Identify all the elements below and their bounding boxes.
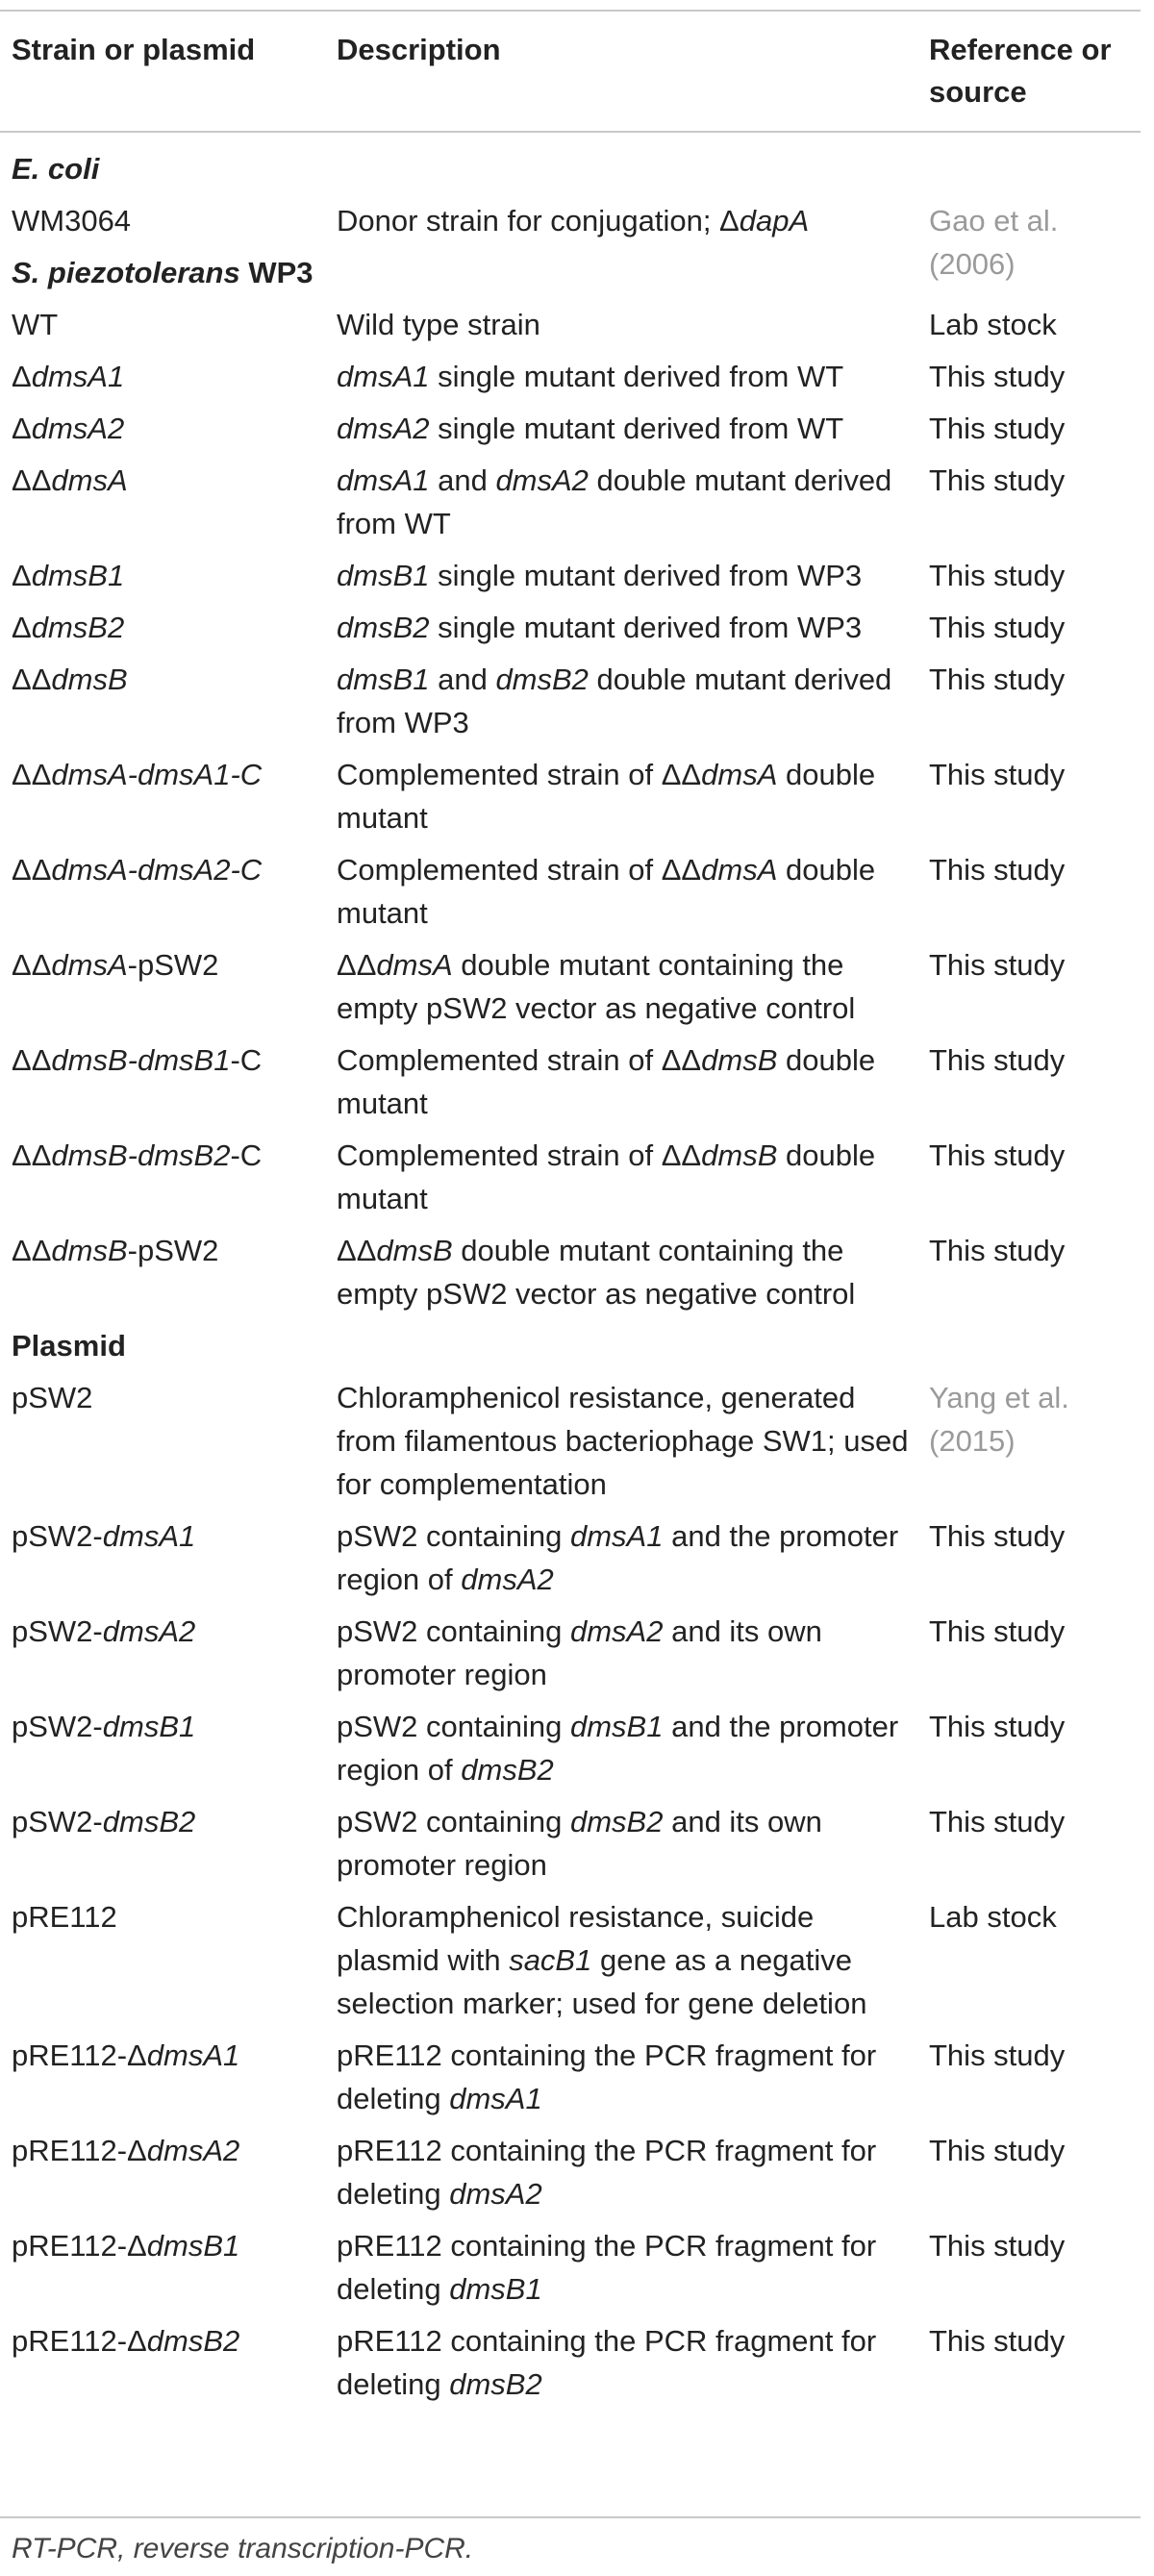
italic-text-run: dmsB (376, 1234, 453, 1267)
text-run: pRE112 containing the PCR fragment for deleting (337, 2134, 877, 2211)
description-cell (337, 1376, 914, 1506)
strain-or-plasmid-cell (12, 2319, 329, 2363)
reference-link[interactable]: Gao et al. (2006) (929, 204, 1059, 281)
table-row (0, 606, 1141, 658)
strain-or-plasmid-cell (12, 848, 329, 891)
table-row (0, 459, 1141, 554)
text-run: and the promoter region of (337, 1519, 899, 1596)
italic-text-run: dmsB2 (495, 663, 589, 696)
italic-text-run: dmsB (701, 1138, 778, 1172)
italic-text-run: dmsA2 (495, 463, 589, 497)
description-cell (337, 1514, 914, 1601)
strain-or-plasmid-cell (12, 199, 329, 242)
italic-text-run: dmsB2 (31, 611, 125, 644)
text-run: pRE112-Δ (12, 2324, 147, 2358)
text-run: Chloramphenicol resistance, generated from filamentous bacteriophage SW1; used for complementation (337, 1381, 909, 1501)
table-bottom-rule (0, 2516, 1141, 2518)
reference-cell: This study (929, 2134, 1066, 2167)
section-heading (0, 147, 1141, 199)
italic-text-run: dmsB-dmsB1 (51, 1043, 231, 1077)
strain-or-plasmid-cell (12, 2129, 329, 2172)
reference-cell: This study (929, 853, 1066, 887)
text-run: and its own promoter region (337, 1614, 822, 1691)
italic-text-run: dmsA2 (461, 1563, 554, 1596)
text-run: double mutant (337, 853, 876, 930)
text-run: ΔΔ (12, 853, 52, 887)
description-cell (337, 848, 914, 935)
strain-or-plasmid-cell (12, 943, 329, 987)
description-cell (337, 1229, 914, 1315)
text-run: and (429, 463, 496, 497)
strain-or-plasmid-cell (12, 2224, 329, 2267)
text-run: Chloramphenicol resistance, suicide plasmid with (337, 1900, 815, 1977)
table-row (0, 1705, 1141, 1800)
strain-or-plasmid-cell (12, 554, 329, 597)
reference-cell: This study (929, 2038, 1066, 2072)
text-run: ΔΔ (337, 948, 377, 982)
reference-cell: This study (929, 360, 1066, 393)
text-run: single mutant derived from WT (429, 412, 844, 445)
text-run: gene as a negative selection marker; used for gene deletion (337, 1943, 867, 2020)
italic-text-run: dmsB2 (146, 2324, 240, 2358)
text-run: pSW2- (12, 1519, 103, 1553)
italic-text-run: dmsB1 (31, 559, 125, 592)
text-run: double mutant (337, 1043, 876, 1120)
description-cell (337, 355, 914, 398)
table-row (0, 2224, 1141, 2319)
table-row (0, 2319, 1141, 2414)
table-row (0, 303, 1141, 355)
italic-text-run: dmsA1 (337, 360, 430, 393)
text-run: pSW2 (12, 1381, 93, 1414)
reference-cell: This study (929, 463, 1066, 497)
italic-text-run: dmsA1 (146, 2038, 240, 2072)
reference-cell: This study (929, 1234, 1066, 1267)
text-run: WP3 (239, 256, 314, 289)
text-run: double mutant containing the empty pSW2 vector as negative control (337, 1234, 856, 1311)
italic-text-run: dmsB1 (102, 1710, 196, 1743)
text-run: ΔΔ (12, 758, 52, 791)
text-run: pSW2- (12, 1710, 103, 1743)
italic-text-run: dmsA-dmsA1-C (51, 758, 263, 791)
description-cell (337, 2129, 914, 2215)
italic-text-run: dmsB2 (449, 2367, 542, 2401)
text-run: Δ (12, 559, 32, 592)
text-run: Plasmid (12, 1329, 126, 1363)
description-cell (337, 943, 914, 1030)
italic-text-run: dmsA2 (146, 2134, 240, 2167)
text-run: -pSW2 (127, 1234, 219, 1267)
text-run: pSW2 containing (337, 1710, 570, 1743)
italic-text-run: dmsB1 (337, 559, 430, 592)
italic-text-run: dmsA2 (102, 1614, 196, 1648)
table-row (0, 1134, 1141, 1229)
italic-text-run: S. piezotolerans (12, 256, 240, 289)
strain-or-plasmid-cell (12, 1895, 329, 1938)
reference-cell: This study (929, 663, 1066, 696)
table-row (0, 554, 1141, 606)
text-run: -C (230, 1043, 263, 1077)
table-row (0, 355, 1141, 407)
table-row (0, 658, 1141, 753)
description-cell (337, 2034, 914, 2120)
text-run: pRE112-Δ (12, 2038, 147, 2072)
text-run: double mutant containing the empty pSW2 vector as negative control (337, 948, 856, 1025)
section-heading (0, 1324, 1141, 1376)
italic-text-run: dmsB2 (337, 611, 430, 644)
text-run: pRE112-Δ (12, 2134, 147, 2167)
table-footnote: RT-PCR, reverse transcription-PCR. (12, 2533, 474, 2564)
text-run: pRE112 (12, 1900, 117, 1934)
description-cell (337, 606, 914, 649)
text-run: pRE112 containing the PCR fragment for deleting (337, 2229, 877, 2306)
table-row (0, 1229, 1141, 1324)
reference-cell: This study (929, 1614, 1066, 1648)
text-run: pRE112 containing the PCR fragment for deleting (337, 2324, 877, 2401)
table-row (0, 2129, 1141, 2224)
reference-cell: This study (929, 2324, 1066, 2358)
reference-cell: This study (929, 1519, 1066, 1553)
table-body (0, 147, 1141, 2414)
text-run: ΔΔ (12, 948, 52, 982)
table-row (0, 1800, 1141, 1895)
italic-text-run: dmsA1 (31, 360, 125, 393)
text-run: -pSW2 (127, 948, 219, 982)
reference-cell: This study (929, 1710, 1066, 1743)
text-run: single mutant derived from WP3 (429, 611, 863, 644)
description-cell (337, 407, 914, 450)
text-run: pRE112 containing the PCR fragment for deleting (337, 2038, 877, 2115)
table-top-rule (0, 10, 1141, 12)
description-cell (337, 658, 914, 744)
strain-or-plasmid-cell (12, 1800, 329, 1843)
reference-cell: This study (929, 1805, 1066, 1838)
header-description: Description (337, 33, 501, 66)
italic-text-run: dmsB1 (569, 1710, 664, 1743)
text-run: pSW2 containing (337, 1614, 570, 1648)
table-row (0, 1895, 1141, 2034)
text-run: Δ (12, 412, 32, 445)
table-row (0, 1038, 1141, 1134)
italic-text-run: sacB1 (509, 1943, 592, 1977)
text-run: single mutant derived from WP3 (429, 559, 863, 592)
italic-text-run: dmsA2 (337, 412, 430, 445)
italic-text-run: dmsB (701, 1043, 778, 1077)
reference-cell: This study (929, 1043, 1066, 1077)
table-row (0, 407, 1141, 459)
text-run: pSW2 containing (337, 1519, 570, 1553)
text-run: pSW2- (12, 1805, 103, 1838)
reference-cell: Lab stock (929, 308, 1057, 341)
text-run: pSW2- (12, 1614, 103, 1648)
description-cell (337, 2224, 914, 2311)
table-header-rule (0, 131, 1141, 133)
strain-or-plasmid-cell (12, 407, 329, 450)
text-run: Donor strain for conjugation; Δ (337, 204, 740, 238)
italic-text-run: dmsB2 (461, 1753, 554, 1787)
text-run: ΔΔ (12, 1043, 52, 1077)
description-cell (337, 554, 914, 597)
table-row (0, 943, 1141, 1038)
italic-text-run: dmsA (51, 948, 128, 982)
text-run: and the promoter region of (337, 1710, 899, 1787)
description-cell (337, 303, 914, 346)
italic-text-run: dmsB-dmsB2 (51, 1138, 231, 1172)
text-run: ΔΔ (12, 663, 52, 696)
text-run: Δ (12, 360, 32, 393)
text-run: WM3064 (12, 204, 132, 238)
italic-text-run: dmsA2 (449, 2177, 542, 2211)
description-cell (337, 753, 914, 839)
strain-or-plasmid-cell (12, 1705, 329, 1748)
italic-text-run: dmsA (376, 948, 453, 982)
italic-text-run: dmsA1 (449, 2082, 542, 2115)
italic-text-run: dmsB (51, 663, 128, 696)
reference-cell: Lab stock (929, 1900, 1057, 1934)
text-run: Complemented strain of ΔΔ (337, 1043, 702, 1077)
reference-cell: This study (929, 412, 1066, 445)
italic-text-run: dapA (739, 204, 810, 238)
strain-or-plasmid-cell (12, 1514, 329, 1558)
italic-text-run: dmsA2 (31, 412, 125, 445)
reference-cell: This study (929, 2229, 1066, 2263)
text-run: Complemented strain of ΔΔ (337, 1138, 702, 1172)
text-run: pRE112-Δ (12, 2229, 147, 2263)
text-run: Complemented strain of ΔΔ (337, 853, 702, 887)
italic-text-run: dmsA (51, 463, 128, 497)
text-run: Wild type strain (337, 308, 540, 341)
reference-cell: This study (929, 948, 1066, 982)
italic-text-run: dmsB1 (337, 663, 430, 696)
header-strain-or-plasmid: Strain or plasmid (12, 33, 256, 66)
strain-or-plasmid-cell (12, 1134, 329, 1177)
text-run: -C (230, 1138, 263, 1172)
italic-text-run: dmsA1 (337, 463, 430, 497)
table-row (0, 1514, 1141, 1610)
table-row (0, 753, 1141, 848)
text-run: pSW2 containing (337, 1805, 570, 1838)
text-run: Complemented strain of ΔΔ (337, 758, 702, 791)
text-run: double mutant derived from WP3 (337, 663, 892, 739)
reference-cell: This study (929, 758, 1066, 791)
reference-link[interactable]: Yang et al. (2015) (929, 1381, 1069, 1458)
text-run: Δ (12, 611, 32, 644)
text-run: ΔΔ (12, 1234, 52, 1267)
text-run: WT (12, 308, 59, 341)
italic-text-run: dmsA (701, 758, 778, 791)
strain-or-plasmid-cell (12, 459, 329, 502)
description-cell (337, 1038, 914, 1125)
strain-or-plasmid-cell (12, 1610, 329, 1653)
strain-or-plasmid-cell (12, 753, 329, 796)
italic-text-run: dmsB1 (449, 2272, 542, 2306)
text-run: and (429, 663, 496, 696)
italic-text-run: dmsA-dmsA2-C (51, 853, 263, 887)
italic-text-run: dmsB1 (146, 2229, 240, 2263)
italic-text-run: dmsB2 (569, 1805, 664, 1838)
text-run: double mutant (337, 758, 876, 835)
strain-or-plasmid-cell (12, 355, 329, 398)
reference-cell: This study (929, 1138, 1066, 1172)
italic-text-run: E. coli (12, 152, 100, 186)
text-run: ΔΔ (12, 463, 52, 497)
strain-or-plasmid-cell (12, 1038, 329, 1082)
text-run: double mutant (337, 1138, 876, 1215)
table-row (0, 2034, 1141, 2129)
description-cell (337, 1134, 914, 1220)
strain-or-plasmid-cell (12, 303, 329, 346)
table-row (0, 1610, 1141, 1705)
strain-or-plasmid-cell (12, 606, 329, 649)
italic-text-run: dmsA2 (569, 1614, 664, 1648)
text-run: single mutant derived from WT (429, 360, 844, 393)
italic-text-run: dmsA (701, 853, 778, 887)
strain-or-plasmid-cell (12, 1376, 329, 1419)
description-cell (337, 2319, 914, 2406)
reference-cell: This study (929, 559, 1066, 592)
header-reference-or-source: Reference or source (929, 33, 1112, 109)
table-row (0, 1376, 1141, 1514)
table-row (0, 848, 1141, 943)
italic-text-run: dmsA1 (569, 1519, 664, 1553)
text-run: double mutant derived from WT (337, 463, 892, 540)
description-cell (337, 199, 914, 242)
description-cell (337, 459, 914, 545)
description-cell (337, 1610, 914, 1696)
description-cell (337, 1800, 914, 1887)
text-run: ΔΔ (337, 1234, 377, 1267)
italic-text-run: dmsB (51, 1234, 128, 1267)
text-run: and its own promoter region (337, 1805, 822, 1882)
strain-or-plasmid-cell (12, 2034, 329, 2077)
reference-cell: This study (929, 611, 1066, 644)
strain-or-plasmid-cell (12, 1229, 329, 1272)
italic-text-run: dmsA1 (102, 1519, 196, 1553)
text-run: ΔΔ (12, 1138, 52, 1172)
description-cell (337, 1895, 914, 2025)
italic-text-run: dmsB2 (102, 1805, 196, 1838)
strain-or-plasmid-cell (12, 658, 329, 701)
description-cell (337, 1705, 914, 1791)
